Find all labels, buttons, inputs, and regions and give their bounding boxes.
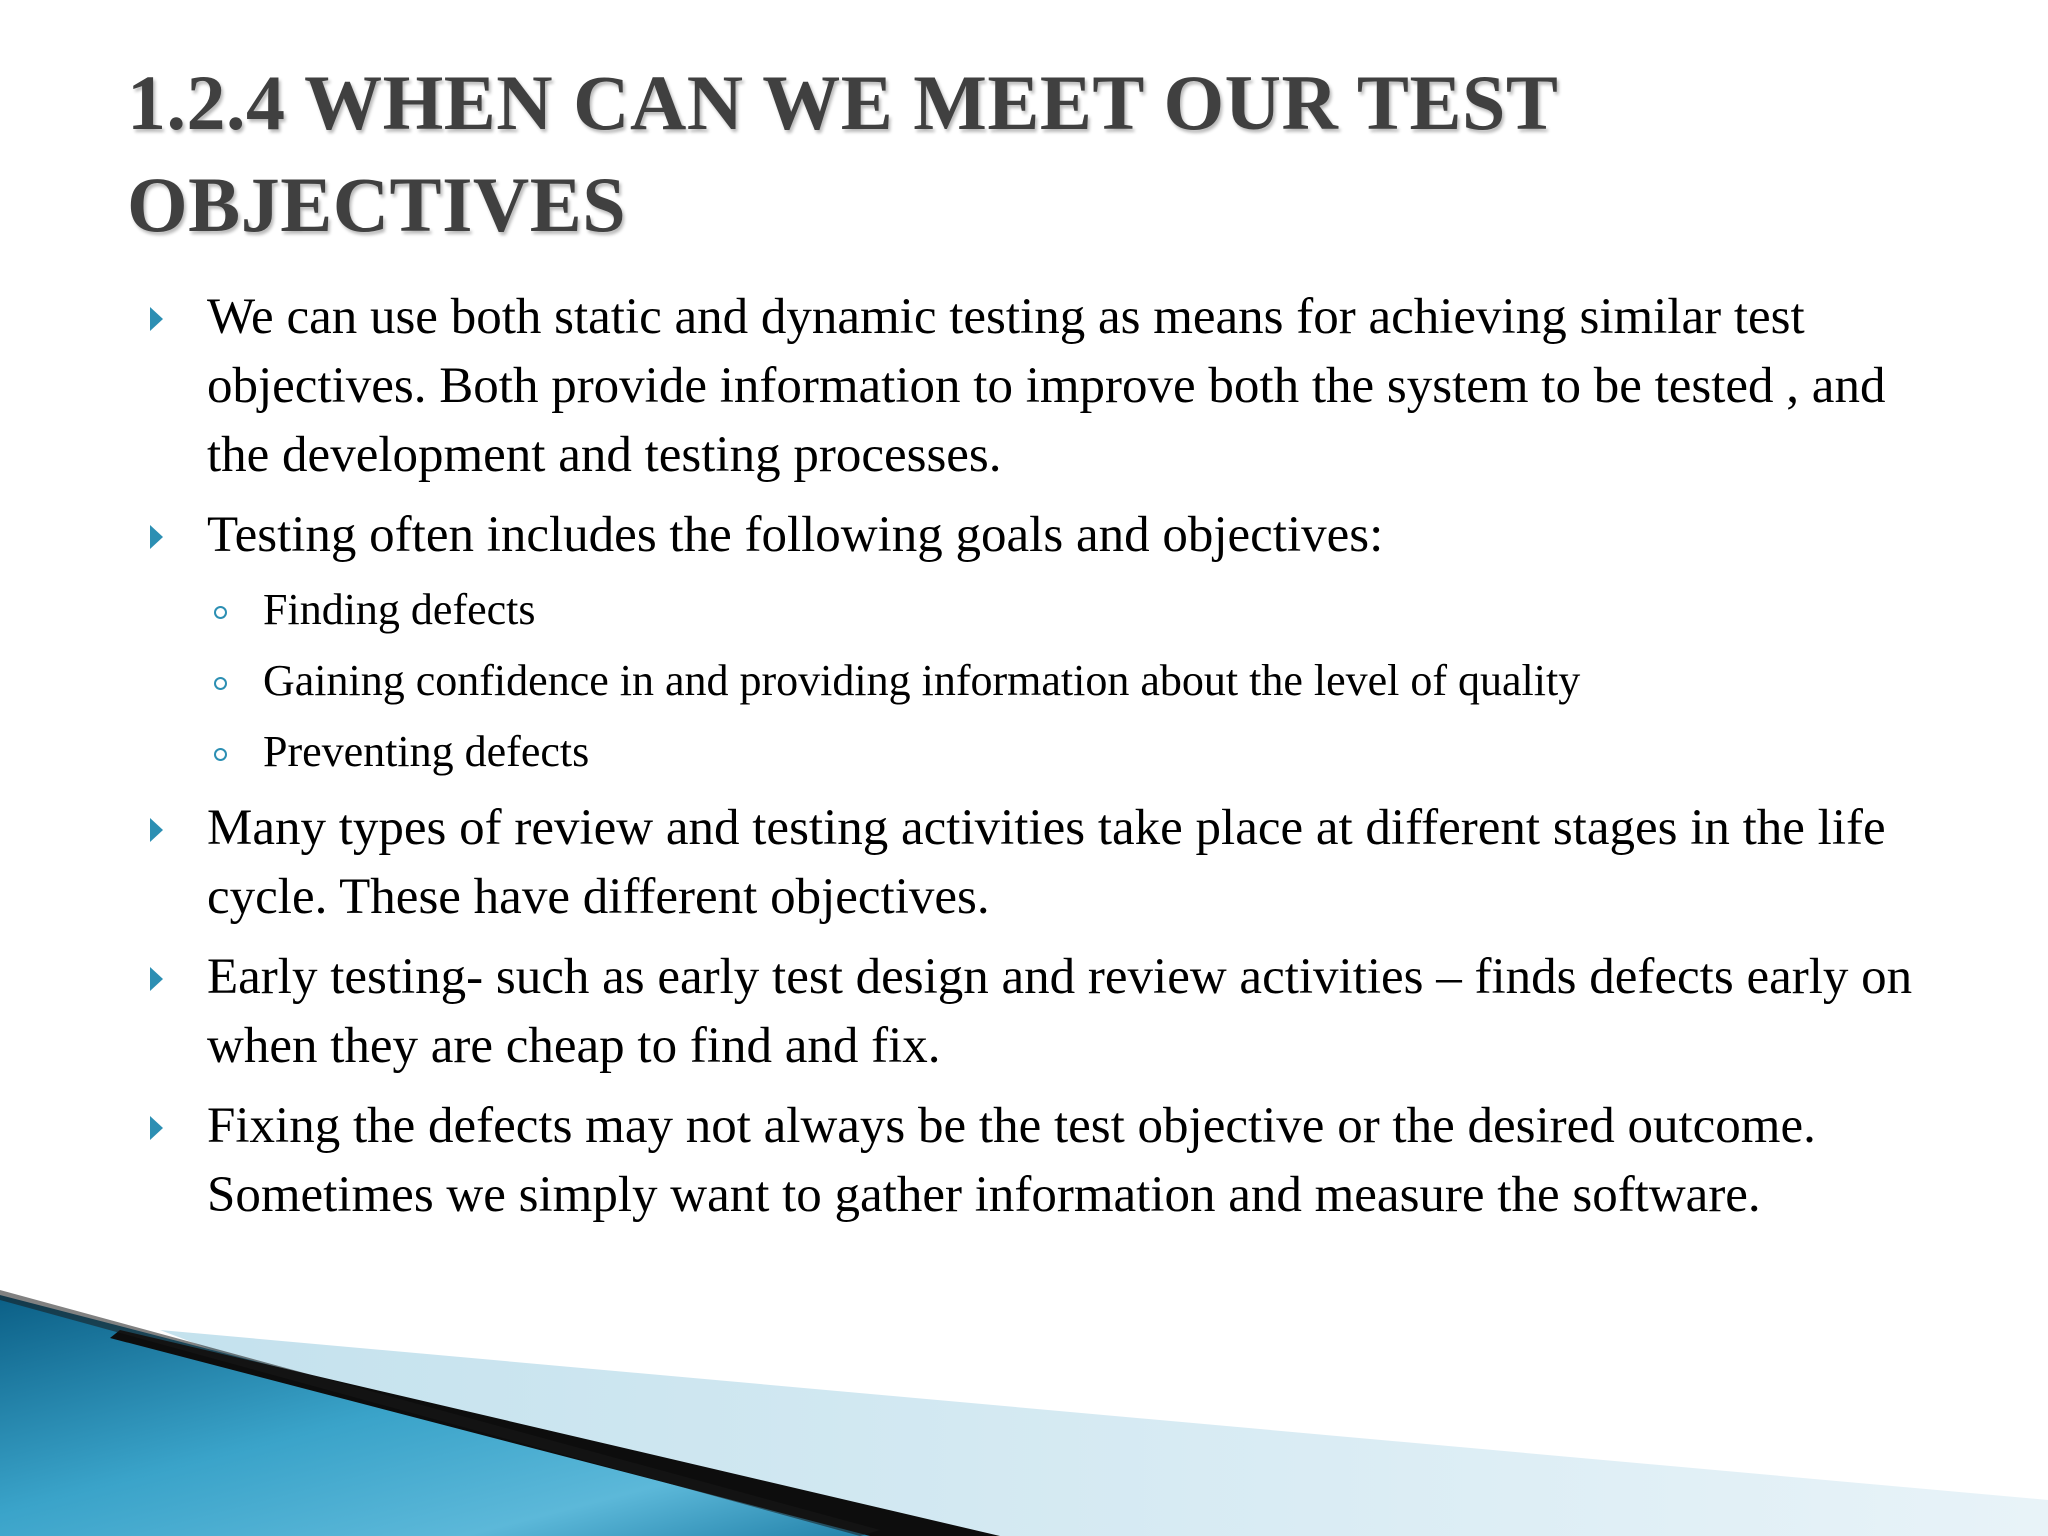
bullet-text: Fixing the defects may not always be the test objective or the desired outcome. Sometimes we simply want to gather information and measure the software.	[207, 1098, 1816, 1223]
sub-bullet-text: Preventing defects	[263, 727, 590, 776]
sub-bullet-text: Gaining confidence in and providing information about the level of quality	[263, 656, 1581, 705]
circle-bullet-icon	[214, 606, 227, 619]
triangle-bullet-icon	[150, 967, 163, 991]
bullet-item	[140, 501, 1940, 570]
bullet-item	[140, 794, 1940, 932]
bullet-item	[140, 283, 1940, 490]
bullet-text: We can use both static and dynamic testing as means for achieving similar test objectives. Both provide information to improve both the system to be tested , and the development and testing processes.	[207, 289, 1886, 483]
triangle-bullet-icon	[150, 307, 163, 331]
bullet-text: Testing often includes the following goals and objectives:	[207, 507, 1384, 563]
sub-bullet-item	[140, 723, 1940, 781]
circle-bullet-icon	[214, 677, 227, 690]
bullet-text: Many types of review and testing activities take place at different stages in the life cycle. These have different objectives.	[207, 800, 1886, 925]
sub-bullet-item	[140, 652, 1940, 710]
sub-bullet-item	[140, 581, 1940, 639]
slide-title: 1.2.4 WHEN CAN WE MEET OUR TEST OBJECTIVES	[127, 59, 1557, 248]
triangle-bullet-icon	[150, 1116, 163, 1140]
triangle-bullet-icon	[150, 525, 163, 549]
triangle-bullet-icon	[150, 818, 163, 842]
bullet-item	[140, 1092, 1940, 1230]
sub-bullet-text: Finding defects	[263, 585, 536, 634]
circle-bullet-icon	[214, 748, 227, 761]
bullet-text: Early testing- such as early test design and review activities – finds defects early on when they are cheap to find and fix.	[207, 949, 1913, 1074]
bullet-item	[140, 943, 1940, 1081]
bullet-list	[140, 283, 1940, 1241]
